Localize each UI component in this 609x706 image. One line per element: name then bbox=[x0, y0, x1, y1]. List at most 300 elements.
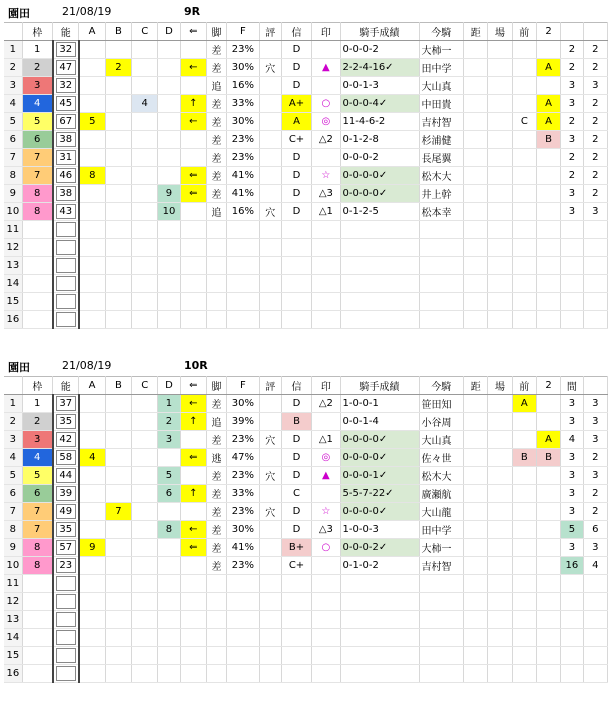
column-header: 能 bbox=[53, 23, 79, 41]
f-cell: 23% bbox=[227, 41, 259, 59]
ni-cell: A bbox=[536, 95, 560, 113]
c-cell bbox=[132, 539, 158, 557]
empty-cell bbox=[488, 221, 512, 239]
seiseki-cell: 0-1-2-5 bbox=[340, 203, 419, 221]
empty-cell bbox=[512, 629, 536, 647]
ni-cell bbox=[536, 185, 560, 203]
mae-cell bbox=[512, 185, 536, 203]
waku-cell: 8 bbox=[22, 539, 52, 557]
ba-cell bbox=[488, 431, 512, 449]
waku-cell: 3 bbox=[22, 77, 52, 95]
ability-value bbox=[56, 648, 76, 663]
empty-row bbox=[4, 293, 608, 311]
c-cell bbox=[132, 395, 158, 413]
empty-cell bbox=[312, 275, 340, 293]
m2-cell: 2 bbox=[583, 149, 607, 167]
empty-cell bbox=[419, 593, 464, 611]
mae-cell bbox=[512, 131, 536, 149]
mae-cell bbox=[512, 539, 536, 557]
empty-cell bbox=[488, 647, 512, 665]
table-row bbox=[4, 467, 608, 485]
empty-cell bbox=[536, 593, 560, 611]
kon-cell: 大柿一 bbox=[419, 41, 464, 59]
ba-cell bbox=[488, 203, 512, 221]
empty-cell bbox=[281, 647, 311, 665]
empty-cell bbox=[227, 275, 259, 293]
empty-cell bbox=[206, 665, 226, 683]
f-cell: 47% bbox=[227, 449, 259, 467]
waku-cell: 6 bbox=[22, 131, 52, 149]
ability-value: 45 bbox=[56, 96, 76, 111]
ba-cell bbox=[488, 95, 512, 113]
a-cell bbox=[79, 557, 105, 575]
empty-cell bbox=[488, 575, 512, 593]
kyaku-cell: 差 bbox=[206, 185, 226, 203]
hyo-cell bbox=[259, 557, 281, 575]
arr-cell bbox=[180, 131, 206, 149]
kon-cell: 廣瀬航 bbox=[419, 485, 464, 503]
row-number: 7 bbox=[4, 149, 22, 167]
empty-cell bbox=[488, 257, 512, 275]
row-number: 2 bbox=[4, 413, 22, 431]
empty-cell bbox=[259, 647, 281, 665]
m1-cell: 2 bbox=[561, 59, 583, 77]
empty-cell bbox=[340, 221, 419, 239]
ni-cell bbox=[536, 521, 560, 539]
empty-cell bbox=[105, 221, 131, 239]
table-row bbox=[4, 539, 608, 557]
empty-cell bbox=[583, 611, 607, 629]
kyaku-cell: 追 bbox=[206, 77, 226, 95]
c-cell bbox=[132, 449, 158, 467]
kyaku-cell: 差 bbox=[206, 395, 226, 413]
ni-cell: A bbox=[536, 113, 560, 131]
empty-cell bbox=[561, 647, 583, 665]
ba-cell bbox=[488, 395, 512, 413]
empty-cell bbox=[561, 629, 583, 647]
d-cell bbox=[158, 557, 180, 575]
table-row bbox=[4, 41, 608, 59]
mae-cell bbox=[512, 59, 536, 77]
race-number: 9R bbox=[184, 5, 201, 18]
empty-cell bbox=[158, 629, 180, 647]
hyo-cell: 穴 bbox=[259, 203, 281, 221]
empty-cell bbox=[419, 293, 464, 311]
m1-cell: 3 bbox=[561, 395, 583, 413]
b-cell bbox=[105, 449, 131, 467]
m1-cell: 2 bbox=[561, 113, 583, 131]
seiseki-cell: 0-0-0-2 bbox=[340, 41, 419, 59]
empty-cell bbox=[227, 629, 259, 647]
waku-cell: 7 bbox=[22, 167, 52, 185]
column-header: 枠 bbox=[22, 377, 52, 395]
a-cell bbox=[79, 185, 105, 203]
empty-cell bbox=[561, 239, 583, 257]
m2-cell: 2 bbox=[583, 449, 607, 467]
m2-cell: 3 bbox=[583, 77, 607, 95]
empty-row bbox=[4, 221, 608, 239]
ni-cell bbox=[536, 395, 560, 413]
c-cell bbox=[132, 77, 158, 95]
b-cell bbox=[105, 539, 131, 557]
in-cell: ◎ bbox=[312, 113, 340, 131]
f-cell: 39% bbox=[227, 413, 259, 431]
ability-cell bbox=[53, 575, 79, 593]
empty-cell bbox=[79, 221, 105, 239]
m1-cell: 5 bbox=[561, 521, 583, 539]
empty-cell bbox=[259, 257, 281, 275]
empty-cell bbox=[158, 665, 180, 683]
column-header: 能 bbox=[53, 377, 79, 395]
empty-cell bbox=[536, 629, 560, 647]
empty-cell bbox=[312, 221, 340, 239]
empty-cell bbox=[340, 257, 419, 275]
column-header: D bbox=[158, 377, 180, 395]
empty-cell bbox=[132, 293, 158, 311]
empty-cell bbox=[206, 611, 226, 629]
mae-cell bbox=[512, 167, 536, 185]
kon-cell: 松木大 bbox=[419, 167, 464, 185]
kon-cell: 大山龍 bbox=[419, 503, 464, 521]
m2-cell: 3 bbox=[583, 431, 607, 449]
empty-cell bbox=[583, 293, 607, 311]
waku-cell bbox=[22, 257, 52, 275]
shin-cell: B bbox=[281, 413, 311, 431]
table-row bbox=[4, 131, 608, 149]
kyo-cell bbox=[464, 503, 488, 521]
empty-cell bbox=[227, 239, 259, 257]
empty-cell bbox=[105, 293, 131, 311]
empty-cell bbox=[488, 293, 512, 311]
arr-cell bbox=[180, 431, 206, 449]
column-header: 信 bbox=[281, 23, 311, 41]
ability-cell bbox=[53, 311, 79, 329]
seiseki-cell: 0-0-0-0✓ bbox=[340, 431, 419, 449]
column-header: 今騎 bbox=[419, 377, 464, 395]
empty-cell bbox=[259, 311, 281, 329]
b-cell bbox=[105, 185, 131, 203]
empty-cell bbox=[512, 221, 536, 239]
shin-cell: D bbox=[281, 59, 311, 77]
empty-cell bbox=[464, 275, 488, 293]
c-cell bbox=[132, 431, 158, 449]
b-cell bbox=[105, 467, 131, 485]
kyo-cell bbox=[464, 95, 488, 113]
row-number: 5 bbox=[4, 113, 22, 131]
ba-cell bbox=[488, 467, 512, 485]
kyaku-cell: 差 bbox=[206, 113, 226, 131]
empty-cell bbox=[583, 275, 607, 293]
shin-cell: D bbox=[281, 467, 311, 485]
shin-cell: D bbox=[281, 41, 311, 59]
kyo-cell bbox=[464, 41, 488, 59]
f-cell: 41% bbox=[227, 539, 259, 557]
empty-cell bbox=[561, 221, 583, 239]
ba-cell bbox=[488, 485, 512, 503]
kon-cell: 小谷周 bbox=[419, 413, 464, 431]
race-10r-section bbox=[0, 354, 609, 683]
hyo-cell: 穴 bbox=[259, 59, 281, 77]
ability-value: 49 bbox=[56, 504, 76, 519]
ability-cell bbox=[53, 149, 79, 167]
waku-cell bbox=[22, 275, 52, 293]
empty-cell bbox=[464, 575, 488, 593]
mae-cell bbox=[512, 557, 536, 575]
empty-cell bbox=[132, 665, 158, 683]
kon-cell: 佐々世 bbox=[419, 449, 464, 467]
kyaku-cell: 差 bbox=[206, 131, 226, 149]
waku-cell: 8 bbox=[22, 203, 52, 221]
d-cell bbox=[158, 167, 180, 185]
waku-cell bbox=[22, 611, 52, 629]
seiseki-cell: 5-5-7-22✓ bbox=[340, 485, 419, 503]
waku-cell bbox=[22, 647, 52, 665]
arr-cell: ← bbox=[180, 113, 206, 131]
empty-cell bbox=[180, 311, 206, 329]
column-header: 前 bbox=[512, 23, 536, 41]
row-number: 13 bbox=[4, 257, 22, 275]
empty-cell bbox=[158, 239, 180, 257]
arr-cell bbox=[180, 467, 206, 485]
empty-cell bbox=[281, 593, 311, 611]
column-header: 枠 bbox=[22, 23, 52, 41]
d-cell bbox=[158, 149, 180, 167]
kon-cell: 田中学 bbox=[419, 59, 464, 77]
empty-cell bbox=[536, 257, 560, 275]
empty-cell bbox=[340, 275, 419, 293]
ability-value bbox=[56, 258, 76, 273]
ability-cell bbox=[53, 77, 79, 95]
kon-cell: 吉村智 bbox=[419, 557, 464, 575]
empty-cell bbox=[419, 257, 464, 275]
waku-cell: 4 bbox=[22, 95, 52, 113]
c-cell bbox=[132, 485, 158, 503]
b-cell bbox=[105, 131, 131, 149]
a-cell: 4 bbox=[79, 449, 105, 467]
empty-cell bbox=[419, 239, 464, 257]
m1-cell: 3 bbox=[561, 467, 583, 485]
empty-cell bbox=[464, 593, 488, 611]
d-cell bbox=[158, 95, 180, 113]
empty-cell bbox=[180, 593, 206, 611]
in-cell bbox=[312, 557, 340, 575]
arr-cell bbox=[180, 149, 206, 167]
arr-cell: ↑ bbox=[180, 485, 206, 503]
ability-cell bbox=[53, 431, 79, 449]
hyo-cell bbox=[259, 521, 281, 539]
c-cell bbox=[132, 185, 158, 203]
in-cell bbox=[312, 77, 340, 95]
a-cell bbox=[79, 131, 105, 149]
empty-cell bbox=[512, 239, 536, 257]
d-cell: 3 bbox=[158, 431, 180, 449]
empty-cell bbox=[583, 239, 607, 257]
m1-cell: 16 bbox=[561, 557, 583, 575]
mae-cell bbox=[512, 95, 536, 113]
kyo-cell bbox=[464, 77, 488, 95]
ba-cell bbox=[488, 167, 512, 185]
column-header: 2 bbox=[536, 377, 560, 395]
arr-cell: ← bbox=[180, 395, 206, 413]
ni-cell bbox=[536, 77, 560, 95]
empty-cell bbox=[512, 311, 536, 329]
table-row bbox=[4, 431, 608, 449]
empty-cell bbox=[281, 665, 311, 683]
empty-cell bbox=[340, 647, 419, 665]
empty-cell bbox=[105, 239, 131, 257]
ability-value: 32 bbox=[56, 42, 76, 57]
ability-cell bbox=[53, 539, 79, 557]
waku-cell: 7 bbox=[22, 149, 52, 167]
kon-cell: 吉村智 bbox=[419, 113, 464, 131]
m1-cell: 3 bbox=[561, 185, 583, 203]
ability-value: 38 bbox=[56, 186, 76, 201]
column-header: 騎手成績 bbox=[340, 377, 419, 395]
table-row bbox=[4, 59, 608, 77]
m2-cell: 2 bbox=[583, 167, 607, 185]
m2-cell: 2 bbox=[583, 185, 607, 203]
kon-cell: 大柿一 bbox=[419, 539, 464, 557]
kyo-cell bbox=[464, 131, 488, 149]
a-cell bbox=[79, 77, 105, 95]
ability-cell bbox=[53, 485, 79, 503]
shin-cell: D bbox=[281, 431, 311, 449]
kyaku-cell: 差 bbox=[206, 431, 226, 449]
waku-cell: 5 bbox=[22, 467, 52, 485]
row-number: 13 bbox=[4, 611, 22, 629]
row-number: 6 bbox=[4, 485, 22, 503]
column-header: D bbox=[158, 23, 180, 41]
empty-cell bbox=[512, 647, 536, 665]
ability-cell bbox=[53, 275, 79, 293]
empty-cell bbox=[227, 257, 259, 275]
empty-cell bbox=[79, 647, 105, 665]
m2-cell: 3 bbox=[583, 395, 607, 413]
column-header: 距 bbox=[464, 23, 488, 41]
table-header-row bbox=[4, 23, 608, 41]
empty-cell bbox=[180, 239, 206, 257]
ba-cell bbox=[488, 59, 512, 77]
waku-cell: 4 bbox=[22, 449, 52, 467]
in-cell: ▲ bbox=[312, 467, 340, 485]
row-number: 6 bbox=[4, 131, 22, 149]
row-number: 11 bbox=[4, 221, 22, 239]
row-number: 8 bbox=[4, 167, 22, 185]
c-cell bbox=[132, 131, 158, 149]
waku-cell: 5 bbox=[22, 113, 52, 131]
empty-cell bbox=[464, 647, 488, 665]
hyo-cell bbox=[259, 185, 281, 203]
kyaku-cell: 差 bbox=[206, 95, 226, 113]
empty-cell bbox=[488, 629, 512, 647]
ability-value bbox=[56, 312, 76, 327]
empty-cell bbox=[259, 221, 281, 239]
ability-cell bbox=[53, 167, 79, 185]
empty-cell bbox=[132, 593, 158, 611]
arr-cell: ← bbox=[180, 59, 206, 77]
a-cell bbox=[79, 41, 105, 59]
arr-cell bbox=[180, 503, 206, 521]
column-header bbox=[583, 377, 607, 395]
seiseki-cell: 11-4-6-2 bbox=[340, 113, 419, 131]
column-header bbox=[4, 23, 22, 41]
empty-cell bbox=[79, 239, 105, 257]
column-header: 脚 bbox=[206, 23, 226, 41]
kyaku-cell: 差 bbox=[206, 521, 226, 539]
column-header: 信 bbox=[281, 377, 311, 395]
row-number: 3 bbox=[4, 77, 22, 95]
empty-cell bbox=[105, 629, 131, 647]
empty-cell bbox=[464, 257, 488, 275]
shin-cell: D bbox=[281, 185, 311, 203]
empty-cell bbox=[583, 647, 607, 665]
empty-cell bbox=[158, 575, 180, 593]
empty-cell bbox=[206, 575, 226, 593]
empty-cell bbox=[512, 275, 536, 293]
empty-row bbox=[4, 311, 608, 329]
kyo-cell bbox=[464, 203, 488, 221]
ability-cell bbox=[53, 293, 79, 311]
empty-cell bbox=[281, 575, 311, 593]
ni-cell: A bbox=[536, 59, 560, 77]
table-row bbox=[4, 185, 608, 203]
empty-cell bbox=[281, 629, 311, 647]
ni-cell bbox=[536, 41, 560, 59]
empty-cell bbox=[105, 311, 131, 329]
hyo-cell bbox=[259, 167, 281, 185]
ability-cell bbox=[53, 221, 79, 239]
ba-cell bbox=[488, 185, 512, 203]
column-header: 場 bbox=[488, 377, 512, 395]
hyo-cell bbox=[259, 149, 281, 167]
ba-cell bbox=[488, 449, 512, 467]
kyo-cell bbox=[464, 59, 488, 77]
empty-cell bbox=[206, 593, 226, 611]
empty-cell bbox=[158, 275, 180, 293]
seiseki-cell: 0-0-0-0✓ bbox=[340, 167, 419, 185]
ability-cell bbox=[53, 611, 79, 629]
in-cell bbox=[312, 485, 340, 503]
empty-cell bbox=[227, 611, 259, 629]
d-cell bbox=[158, 539, 180, 557]
waku-cell: 1 bbox=[22, 395, 52, 413]
ability-value: 58 bbox=[56, 450, 76, 465]
empty-cell bbox=[419, 221, 464, 239]
empty-cell bbox=[464, 293, 488, 311]
empty-cell bbox=[340, 611, 419, 629]
column-header: A bbox=[79, 23, 105, 41]
empty-cell bbox=[281, 293, 311, 311]
column-header: 今騎 bbox=[419, 23, 464, 41]
c-cell bbox=[132, 41, 158, 59]
f-cell: 30% bbox=[227, 395, 259, 413]
column-header: 評 bbox=[259, 23, 281, 41]
kyaku-cell: 差 bbox=[206, 467, 226, 485]
ba-cell bbox=[488, 149, 512, 167]
row-number: 14 bbox=[4, 629, 22, 647]
empty-cell bbox=[227, 293, 259, 311]
empty-cell bbox=[105, 665, 131, 683]
ability-cell bbox=[53, 557, 79, 575]
d-cell: 9 bbox=[158, 185, 180, 203]
waku-cell: 8 bbox=[22, 557, 52, 575]
row-number: 15 bbox=[4, 647, 22, 665]
empty-cell bbox=[158, 647, 180, 665]
ni-cell bbox=[536, 167, 560, 185]
empty-cell bbox=[180, 293, 206, 311]
ability-value: 35 bbox=[56, 414, 76, 429]
waku-cell: 7 bbox=[22, 503, 52, 521]
